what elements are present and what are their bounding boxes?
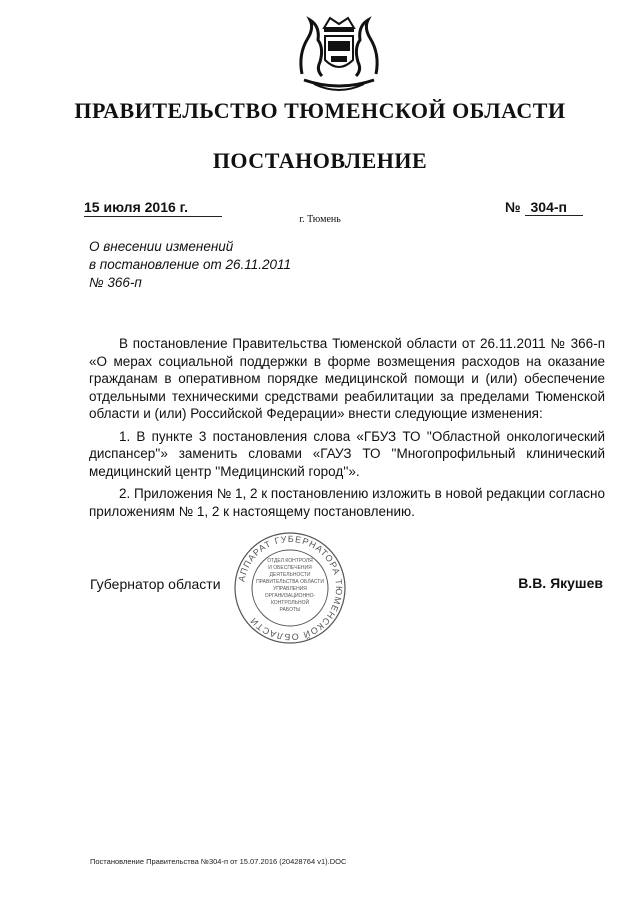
document-date: 15 июля 2016 г. <box>84 199 222 217</box>
signatory-name: В.В. Якушев <box>518 575 603 591</box>
stamp-ring-text: АППАРАТ ГУБЕРНАТОРА ТЮМЕНСКОЙ ОБЛАСТИ <box>236 533 345 643</box>
signatory-position: Губернатор области <box>90 576 221 592</box>
stamp-inner-text: УПРАВЛЕНИЯ <box>273 586 307 592</box>
subject-line: № 366-п <box>89 275 142 290</box>
body-paragraph: 2. Приложения № 1, 2 к постановлению изложить в новой редакции согласно приложениям № 1, 2 к настоящему постановлению. <box>89 486 606 519</box>
stamp-inner-text: ДЕЯТЕЛЬНОСТИ <box>269 572 311 578</box>
stamp-inner-text: ОТДЕЛ КОНТРОЛЯ <box>267 558 313 564</box>
stamp-inner-text: ПРАВИТЕЛЬСТВА ОБЛАСТИ <box>256 579 324 585</box>
subject-line: О внесении изменений <box>89 239 234 254</box>
footer-filename: Постановление Правительства №304-п от 15.07.2016 (20428764 v1).DOC <box>90 857 347 866</box>
stamp-inner-text: ОРГАНИЗАЦИОННО- <box>264 593 316 599</box>
official-stamp <box>232 530 348 646</box>
document-body <box>89 335 605 525</box>
body-paragraph: В постановление Правительства Тюменской области от 26.11.2011 № 366-п «О мерах социальной поддержки в форме возмещения расходов на оказание гражданам в оперативном порядке медицинской помощи и (или) обеспечение отдельными техническими средствами реабилитации за пределами Тюменской области и (или) Российской Федерации» внести следующие изменения: <box>89 336 605 421</box>
coat-of-arms-emblem <box>294 14 384 94</box>
document-type-title: ПОСТАНОВЛЕНИЕ <box>212 148 428 173</box>
number-prefix: № <box>505 199 521 215</box>
body-paragraph: 1. В пункте 3 постановления слова «ГБУЗ ТО ''Областной онкологический диспансер''» заменить словами «ГАУЗ ТО ''Многопрофильный клинический медицинский центр ''Медицинский город''». <box>89 428 605 479</box>
stamp-inner-text: И ОБЕСПЕЧЕНИЯ <box>268 565 312 571</box>
city-name: г. Тюмень <box>299 214 341 225</box>
document-subject <box>89 238 349 292</box>
number-value: 304-п <box>525 199 583 216</box>
stamp-inner-text: КОНТРОЛЬНОЙ <box>270 600 310 606</box>
government-title: ПРАВИТЕЛЬСТВО ТЮМЕНСКОЙ ОБЛАСТИ <box>74 98 566 123</box>
stamp-inner-text: РАБОТЫ <box>279 607 301 613</box>
subject-line: в постановление от 26.11.2011 <box>89 257 292 272</box>
